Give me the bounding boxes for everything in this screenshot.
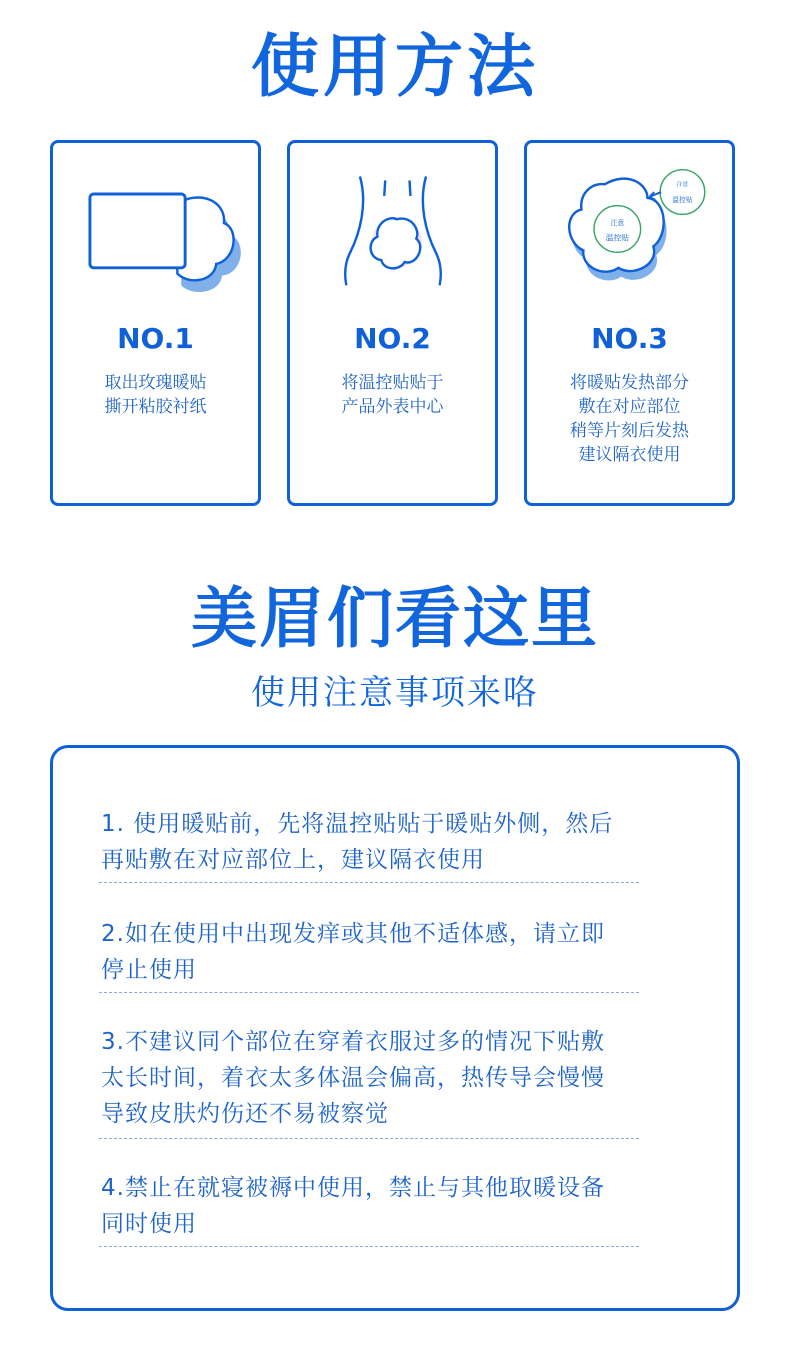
step-line: 将暖贴发热部分 <box>570 373 689 393</box>
note-item-3 <box>101 1024 661 1132</box>
note-line: 1. 使用暖贴前，先将温控贴贴于暖贴外侧，然后 <box>101 811 614 837</box>
step-description <box>290 371 495 419</box>
step-line: 将温控贴贴于 <box>341 373 444 393</box>
step-card-1 <box>50 140 261 506</box>
small-sensor-label-bottom: 温控贴 <box>672 195 693 204</box>
note-item-2 <box>101 916 661 988</box>
note-line: 2.如在使用中出现发痒或其他不适体感，请立即 <box>101 921 605 947</box>
note-item-1 <box>101 806 661 878</box>
note-line: 同时使用 <box>101 1211 197 1237</box>
note-line: 导致皮肤灼伤还不易被察觉 <box>101 1101 389 1127</box>
note-line: 停止使用 <box>101 957 197 983</box>
step-description <box>527 371 732 467</box>
note-line: 4.禁止在就寝被褥中使用，禁止与其他取暖设备 <box>101 1175 605 1201</box>
step-line: 取出玫瑰暖贴 <box>104 373 207 393</box>
divider <box>99 1138 639 1139</box>
step-line: 敷在对应部位 <box>578 397 681 417</box>
step-line: 撕开粘胶衬纸 <box>104 397 207 417</box>
notes-panel <box>50 745 740 1311</box>
page-title: 使用方法 <box>250 28 539 107</box>
sensor-label-top: 注意 <box>610 219 625 228</box>
section-title: 美眉们看这里 <box>191 580 599 657</box>
step-number: NO.3 <box>591 322 668 355</box>
step-card-3 <box>524 140 735 506</box>
step-description <box>53 371 258 419</box>
body-placement-illustration <box>290 143 495 313</box>
patch-with-sensor-illustration <box>527 143 732 313</box>
divider <box>99 1246 639 1247</box>
note-line: 再贴敷在对应部位上，建议隔衣使用 <box>101 847 485 873</box>
step-line: 稍等片刻后发热 <box>570 421 689 441</box>
step-line: 建议隔衣使用 <box>578 445 681 465</box>
step-number: NO.1 <box>117 322 194 355</box>
step-line: 产品外表中心 <box>341 397 444 417</box>
small-sensor-label-top: 注意 <box>676 182 689 189</box>
patch-peel-illustration <box>53 143 258 313</box>
step-number: NO.2 <box>354 322 431 355</box>
note-line: 太长时间，着衣太多体温会偏高，热传导会慢慢 <box>101 1065 605 1091</box>
step-card-2 <box>287 140 498 506</box>
sensor-label-bottom: 温控贴 <box>605 233 630 243</box>
section-subtitle: 使用注意事项来咯 <box>251 673 539 713</box>
divider <box>99 992 639 993</box>
note-line: 3.不建议同个部位在穿着衣服过多的情况下贴敷 <box>101 1029 605 1055</box>
note-item-4 <box>101 1170 661 1242</box>
divider <box>99 882 639 883</box>
